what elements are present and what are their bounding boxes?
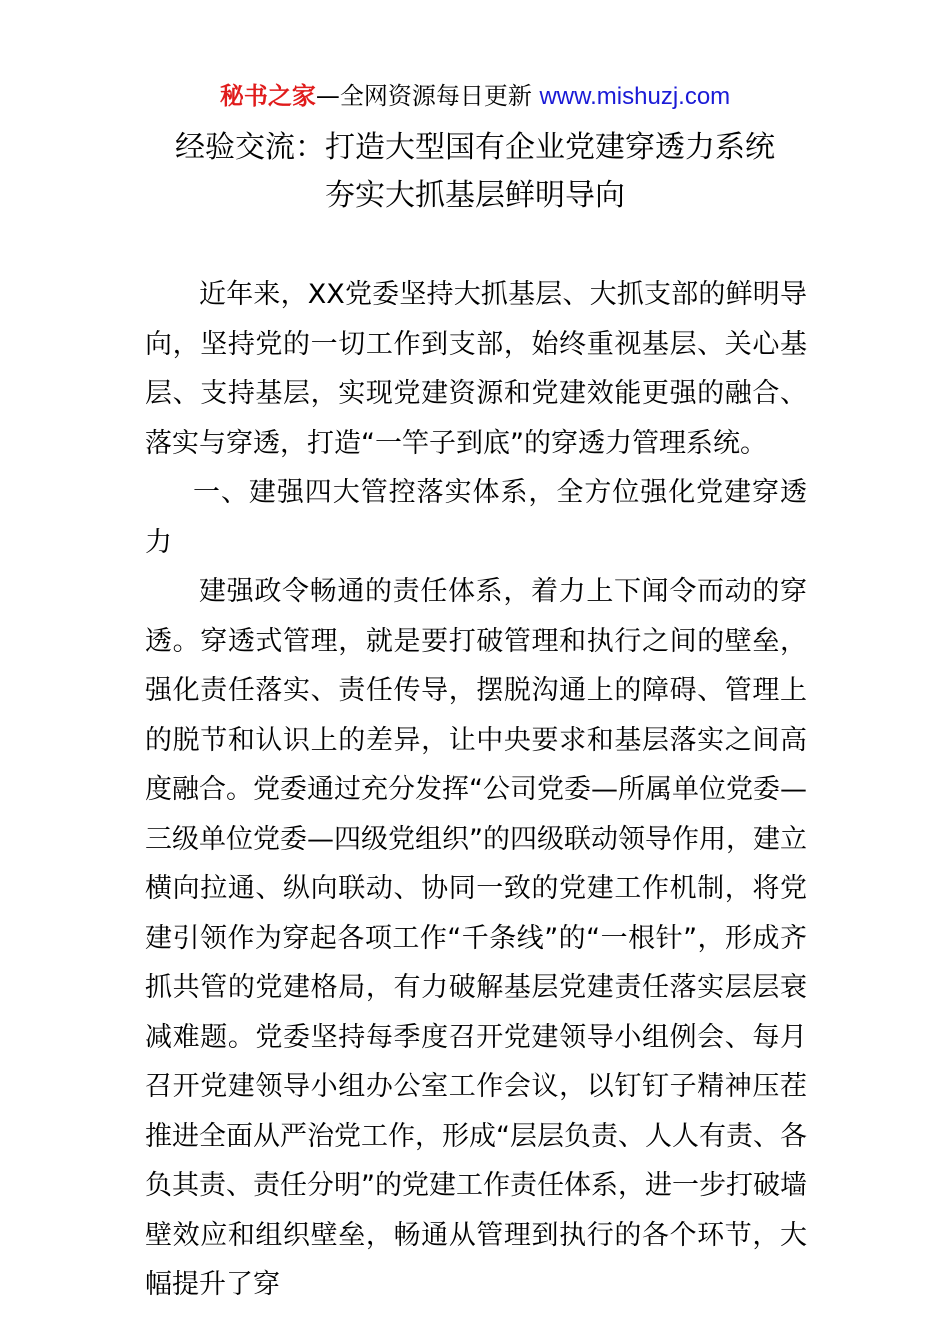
site-brand: 秘书之家	[219, 82, 316, 110]
site-header	[0, 80, 950, 113]
section-heading: 一、建强四大管控落实体系，全方位强化党建穿透力	[145, 477, 807, 558]
site-tagline: —全网资源每日更新	[315, 82, 532, 110]
intro-paragraph: 近年来，XX党委坚持大抓基层、大抓支部的鲜明导向，坚持党的一切工作到支部，始终重视基层、关心基层、支持基层，实现党建资源和党建效能更强的融合、落实与穿透，打造“一竿子到底”的穿透力管理系统。	[145, 279, 807, 459]
body-paragraph: 建强政令畅通的责任体系，着力上下闻令而动的穿透。穿透式管理，就是要打破管理和执行之间的壁垒，强化责任落实、责任传导，摆脱沟通上的障碍、管理上的脱节和认识上的差异，让中央要求和基层落实之间高度融合。党委通过充分发挥“公司党委—所属单位党委—三级单位党委—四级党组织”的四级联动领导作用，建立横向拉通、纵向联动、协同一致的党建工作机制，将党建引领作为穿起各项工作“千条线”的“一根针”，形成齐抓共管的党建格局，有力破解基层党建责任落实层层衰减难题。党委坚持每季度召开党建领导小组例会、每月召开党建领导小组办公室工作会议，以钉钉子精神压茬推进全面从严治党工作，形成“层层负责、人人有责、各负其责、责任分明”的党建工作责任体系，进一步打破墙壁效应和组织壁垒，畅通从管理到执行的各个环节，大幅提升了穿	[145, 576, 807, 1300]
document-body	[145, 270, 807, 1310]
site-url-link[interactable]: www.mishuzj.com	[539, 83, 731, 110]
document-title-line-1: 经验交流：打造大型国有企业党建穿透力系统	[175, 130, 775, 165]
document-title-line-2: 夯实大抓基层鲜明导向	[325, 178, 625, 213]
